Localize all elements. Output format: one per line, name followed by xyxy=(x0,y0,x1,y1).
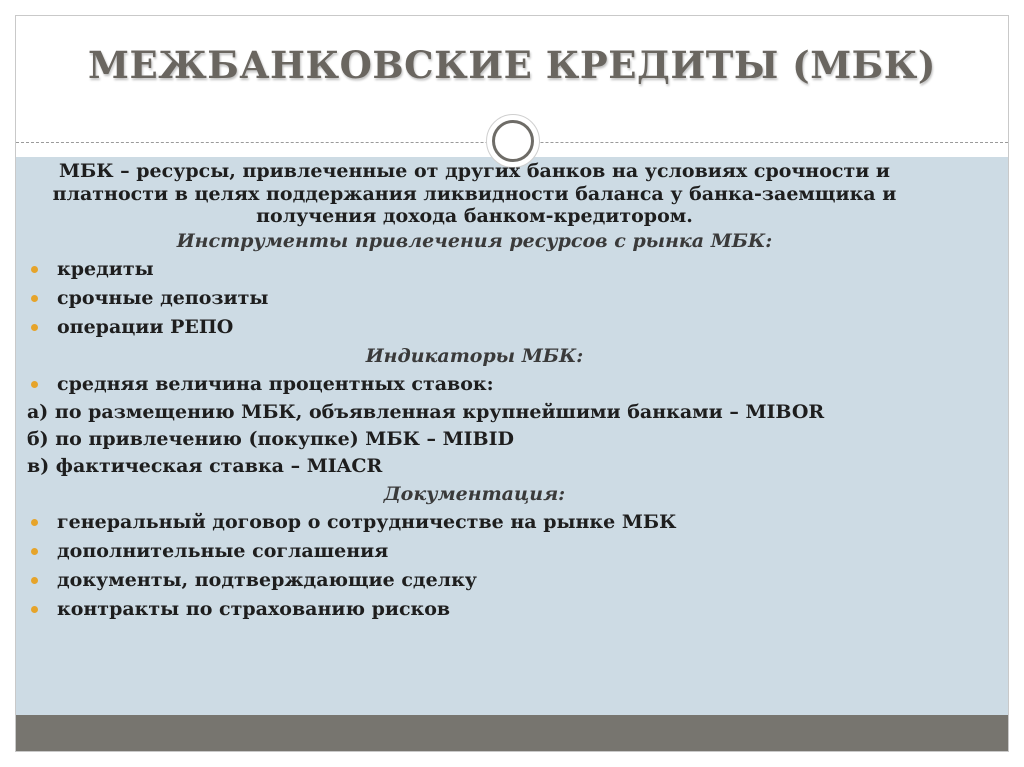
instruments-list xyxy=(27,257,922,339)
documentation-heading: Документация: xyxy=(383,482,566,505)
bullet-dot-icon xyxy=(31,519,38,526)
documentation-list xyxy=(27,510,922,621)
list-item-text: контракты по страхованию рисков xyxy=(57,597,451,620)
footer-bar xyxy=(16,715,1008,752)
instruments-heading: Инструменты привлечения ресурсов с рынка МБК: xyxy=(176,229,773,252)
bullet-dot-icon xyxy=(31,548,38,555)
list-item-text: дополнительные соглашения xyxy=(57,539,389,562)
list-item xyxy=(27,257,922,281)
list-item xyxy=(27,539,922,563)
bullet-dot-icon xyxy=(31,266,38,273)
indicators-list xyxy=(27,372,922,396)
bullet-dot-icon xyxy=(31,295,38,302)
list-item xyxy=(27,510,922,534)
definition-text: МБК – ресурсы, привлеченные от других банков на условиях срочности и платности в целях поддержания ликвидности баланса у банка-заемщика и получения дохода банком-кредитором. xyxy=(52,160,897,227)
slide-title: МЕЖБАНКОВСКИЕ КРЕДИТЫ (МБК) xyxy=(88,43,936,87)
list-item-text: генеральный договор о сотрудничестве на рынке МБК xyxy=(57,510,677,533)
bullet-dot-icon xyxy=(31,606,38,613)
bullet-dot-icon xyxy=(31,381,38,388)
bullet-dot-icon xyxy=(31,577,38,584)
indicator-line-a: а) по размещению МБК, объявленная крупнейшими банками – MIBOR xyxy=(27,400,825,423)
indicator-line-b: б) по привлечению (покупке) МБК – MIBID xyxy=(27,427,514,450)
list-item xyxy=(27,286,922,310)
bullet-dot-icon xyxy=(31,324,38,331)
indicator-line-c: в) фактическая ставка – MIACR xyxy=(27,454,383,477)
list-item-text: документы, подтверждающие сделку xyxy=(57,568,477,591)
list-item-text: кредиты xyxy=(57,257,154,280)
list-item xyxy=(27,597,922,621)
indicators-heading: Индикаторы МБК: xyxy=(365,344,584,367)
list-item-text: операции РЕПО xyxy=(57,315,234,338)
list-item xyxy=(27,315,922,339)
list-item-text: средняя величина процентных ставок: xyxy=(57,372,494,395)
list-item-text: срочные депозиты xyxy=(57,286,269,309)
list-item xyxy=(27,372,922,396)
ring xyxy=(492,120,534,162)
list-item xyxy=(27,568,922,592)
slide-body xyxy=(27,160,922,626)
